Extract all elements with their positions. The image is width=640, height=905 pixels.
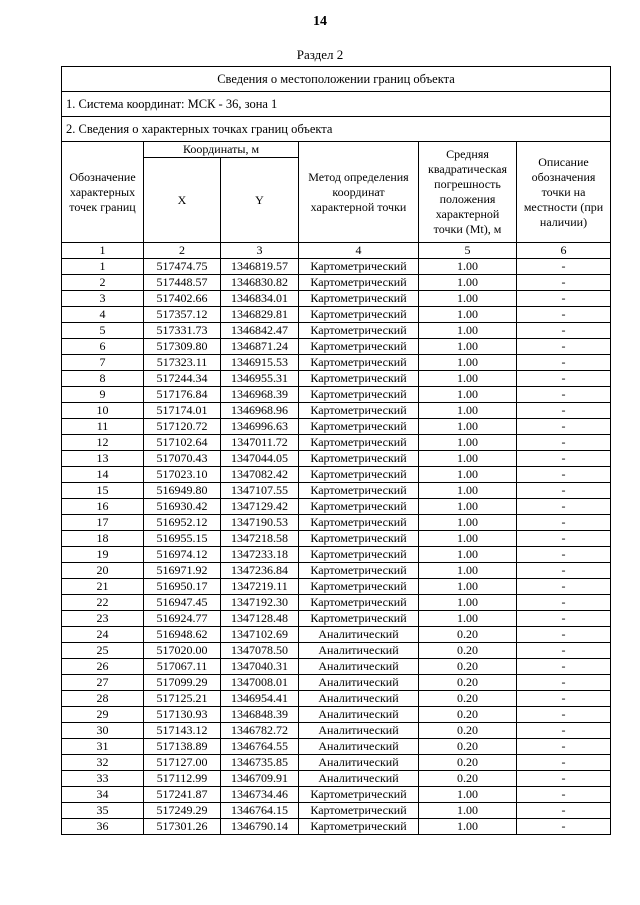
- table-row: [62, 563, 611, 579]
- error-cell: 1.00: [419, 451, 517, 467]
- method-cell: Аналитический: [299, 707, 419, 723]
- method-cell: Картометрический: [299, 467, 419, 483]
- error-cell: 1.00: [419, 819, 517, 835]
- method-cell: Картометрический: [299, 403, 419, 419]
- table-row: [62, 643, 611, 659]
- method-cell: Картометрический: [299, 435, 419, 451]
- table-row: [62, 515, 611, 531]
- description-cell: -: [517, 723, 611, 739]
- table-row: [62, 323, 611, 339]
- x-coordinate-cell: 517070.43: [144, 451, 221, 467]
- error-cell: 1.00: [419, 307, 517, 323]
- description-cell: -: [517, 323, 611, 339]
- header-error: Средняя квадратическая погрешность положения характерной точки (Mt), м: [419, 142, 517, 243]
- point-number-cell: 13: [62, 451, 144, 467]
- error-cell: 0.20: [419, 771, 517, 787]
- description-cell: -: [517, 675, 611, 691]
- page-number: 14: [313, 14, 327, 29]
- table-row: [62, 627, 611, 643]
- description-cell: -: [517, 467, 611, 483]
- x-coordinate-cell: 517120.72: [144, 419, 221, 435]
- header-method: Метод определения координат характерной точки: [299, 142, 419, 243]
- column-number: 3: [221, 243, 299, 259]
- description-cell: -: [517, 419, 611, 435]
- points-title-row: 2. Сведения о характерных точках границ объекта: [62, 117, 611, 142]
- x-coordinate-cell: 517020.00: [144, 643, 221, 659]
- point-number-cell: 27: [62, 675, 144, 691]
- x-coordinate-cell: 517331.73: [144, 323, 221, 339]
- error-cell: 1.00: [419, 371, 517, 387]
- table-row: [62, 275, 611, 291]
- method-cell: Аналитический: [299, 723, 419, 739]
- x-coordinate-cell: 517023.10: [144, 467, 221, 483]
- header-description: Описание обозначения точки на местности (при наличии): [517, 142, 611, 243]
- error-cell: 1.00: [419, 547, 517, 563]
- table-row: [62, 291, 611, 307]
- x-coordinate-cell: 517402.66: [144, 291, 221, 307]
- description-cell: -: [517, 435, 611, 451]
- method-cell: Картометрический: [299, 595, 419, 611]
- description-cell: -: [517, 355, 611, 371]
- y-coordinate-cell: 1346829.81: [221, 307, 299, 323]
- table-row: [62, 355, 611, 371]
- error-cell: 1.00: [419, 387, 517, 403]
- y-coordinate-cell: 1346735.85: [221, 755, 299, 771]
- error-cell: 1.00: [419, 275, 517, 291]
- point-number-cell: 26: [62, 659, 144, 675]
- x-coordinate-cell: 517130.93: [144, 707, 221, 723]
- x-coordinate-cell: 516948.62: [144, 627, 221, 643]
- description-cell: -: [517, 563, 611, 579]
- x-coordinate-cell: 516974.12: [144, 547, 221, 563]
- x-coordinate-cell: 517357.12: [144, 307, 221, 323]
- point-number-cell: 8: [62, 371, 144, 387]
- x-coordinate-cell: 517143.12: [144, 723, 221, 739]
- table-row: [62, 435, 611, 451]
- error-cell: 0.20: [419, 643, 517, 659]
- y-coordinate-cell: 1347219.11: [221, 579, 299, 595]
- description-cell: -: [517, 627, 611, 643]
- x-coordinate-cell: 517244.34: [144, 371, 221, 387]
- table-row: [62, 691, 611, 707]
- description-cell: -: [517, 691, 611, 707]
- section-label: Раздел 2: [296, 47, 344, 62]
- point-number-cell: 29: [62, 707, 144, 723]
- point-number-cell: 19: [62, 547, 144, 563]
- description-cell: -: [517, 291, 611, 307]
- point-number-cell: 9: [62, 387, 144, 403]
- point-number-cell: 3: [62, 291, 144, 307]
- error-cell: 0.20: [419, 739, 517, 755]
- y-coordinate-cell: 1346830.82: [221, 275, 299, 291]
- table-row: [62, 259, 611, 275]
- description-cell: -: [517, 643, 611, 659]
- error-cell: 1.00: [419, 499, 517, 515]
- x-coordinate-cell: 517138.89: [144, 739, 221, 755]
- header-x: X: [144, 158, 221, 243]
- description-cell: -: [517, 307, 611, 323]
- method-cell: Аналитический: [299, 627, 419, 643]
- header-y: Y: [221, 158, 299, 243]
- x-coordinate-cell: 517125.21: [144, 691, 221, 707]
- table-row: [62, 547, 611, 563]
- method-cell: Картометрический: [299, 275, 419, 291]
- method-cell: Аналитический: [299, 675, 419, 691]
- x-coordinate-cell: 517474.75: [144, 259, 221, 275]
- y-coordinate-cell: 1346915.53: [221, 355, 299, 371]
- header-point: Обозначение характерных точек границ: [62, 142, 144, 243]
- y-coordinate-cell: 1346996.63: [221, 419, 299, 435]
- method-cell: Картометрический: [299, 307, 419, 323]
- method-cell: Картометрический: [299, 387, 419, 403]
- method-cell: Картометрический: [299, 339, 419, 355]
- table-row: [62, 403, 611, 419]
- y-coordinate-cell: 1346834.01: [221, 291, 299, 307]
- description-cell: -: [517, 707, 611, 723]
- y-coordinate-cell: 1347107.55: [221, 483, 299, 499]
- y-coordinate-cell: 1346764.15: [221, 803, 299, 819]
- error-cell: 1.00: [419, 355, 517, 371]
- point-number-cell: 31: [62, 739, 144, 755]
- y-coordinate-cell: 1347236.84: [221, 563, 299, 579]
- table-row: [62, 595, 611, 611]
- table-row: [62, 339, 611, 355]
- point-number-cell: 10: [62, 403, 144, 419]
- x-coordinate-cell: 516924.77: [144, 611, 221, 627]
- y-coordinate-cell: 1347128.48: [221, 611, 299, 627]
- error-cell: 1.00: [419, 531, 517, 547]
- description-cell: -: [517, 819, 611, 835]
- description-cell: -: [517, 755, 611, 771]
- point-number-cell: 18: [62, 531, 144, 547]
- description-cell: -: [517, 259, 611, 275]
- error-cell: 1.00: [419, 595, 517, 611]
- column-number: 6: [517, 243, 611, 259]
- x-coordinate-cell: 517249.29: [144, 803, 221, 819]
- table-row: [62, 371, 611, 387]
- y-coordinate-cell: 1347078.50: [221, 643, 299, 659]
- table-row: [62, 419, 611, 435]
- method-cell: Картометрический: [299, 547, 419, 563]
- point-number-cell: 35: [62, 803, 144, 819]
- x-coordinate-cell: 516952.12: [144, 515, 221, 531]
- y-coordinate-cell: 1346734.46: [221, 787, 299, 803]
- point-number-cell: 36: [62, 819, 144, 835]
- method-cell: Картометрический: [299, 451, 419, 467]
- description-cell: -: [517, 275, 611, 291]
- point-number-cell: 11: [62, 419, 144, 435]
- point-number-cell: 15: [62, 483, 144, 499]
- y-coordinate-cell: 1346709.91: [221, 771, 299, 787]
- method-cell: Картометрический: [299, 291, 419, 307]
- boundary-points-table: [61, 66, 611, 835]
- x-coordinate-cell: 517301.26: [144, 819, 221, 835]
- method-cell: Картометрический: [299, 803, 419, 819]
- point-number-cell: 5: [62, 323, 144, 339]
- x-coordinate-cell: 516955.15: [144, 531, 221, 547]
- error-cell: 1.00: [419, 483, 517, 499]
- x-coordinate-cell: 516971.92: [144, 563, 221, 579]
- description-cell: -: [517, 787, 611, 803]
- description-cell: -: [517, 547, 611, 563]
- description-cell: -: [517, 739, 611, 755]
- description-cell: -: [517, 579, 611, 595]
- y-coordinate-cell: 1346968.39: [221, 387, 299, 403]
- table-row: [62, 611, 611, 627]
- x-coordinate-cell: 517112.99: [144, 771, 221, 787]
- method-cell: Картометрический: [299, 355, 419, 371]
- x-coordinate-cell: 517323.11: [144, 355, 221, 371]
- x-coordinate-cell: 517099.29: [144, 675, 221, 691]
- table-row: [62, 739, 611, 755]
- column-number: 5: [419, 243, 517, 259]
- method-cell: Аналитический: [299, 691, 419, 707]
- error-cell: 1.00: [419, 419, 517, 435]
- column-number: 1: [62, 243, 144, 259]
- y-coordinate-cell: 1347190.53: [221, 515, 299, 531]
- column-number: 4: [299, 243, 419, 259]
- table-row: [62, 659, 611, 675]
- error-cell: 1.00: [419, 787, 517, 803]
- y-coordinate-cell: 1346842.47: [221, 323, 299, 339]
- description-cell: -: [517, 339, 611, 355]
- point-number-cell: 1: [62, 259, 144, 275]
- error-cell: 1.00: [419, 803, 517, 819]
- x-coordinate-cell: 517102.64: [144, 435, 221, 451]
- y-coordinate-cell: 1346968.96: [221, 403, 299, 419]
- point-number-cell: 30: [62, 723, 144, 739]
- y-coordinate-cell: 1347044.05: [221, 451, 299, 467]
- table-row: [62, 307, 611, 323]
- y-coordinate-cell: 1347102.69: [221, 627, 299, 643]
- method-cell: Картометрический: [299, 323, 419, 339]
- point-number-cell: 24: [62, 627, 144, 643]
- error-cell: 1.00: [419, 579, 517, 595]
- table-row: [62, 579, 611, 595]
- method-cell: Картометрический: [299, 259, 419, 275]
- y-coordinate-cell: 1346954.41: [221, 691, 299, 707]
- point-number-cell: 4: [62, 307, 144, 323]
- table-row: [62, 723, 611, 739]
- point-number-cell: 28: [62, 691, 144, 707]
- y-coordinate-cell: 1346848.39: [221, 707, 299, 723]
- coord-system-row: 1. Система координат: МСК - 36, зона 1: [62, 92, 611, 117]
- error-cell: 0.20: [419, 627, 517, 643]
- error-cell: 0.20: [419, 659, 517, 675]
- x-coordinate-cell: 517448.57: [144, 275, 221, 291]
- method-cell: Картометрический: [299, 819, 419, 835]
- table-row: [62, 387, 611, 403]
- description-cell: -: [517, 771, 611, 787]
- point-number-cell: 20: [62, 563, 144, 579]
- error-cell: 1.00: [419, 611, 517, 627]
- method-cell: Картометрический: [299, 563, 419, 579]
- column-number: 2: [144, 243, 221, 259]
- header-coords: Координаты, м: [144, 142, 299, 158]
- x-coordinate-cell: 517067.11: [144, 659, 221, 675]
- error-cell: 0.20: [419, 723, 517, 739]
- point-number-cell: 16: [62, 499, 144, 515]
- x-coordinate-cell: 517176.84: [144, 387, 221, 403]
- error-cell: 1.00: [419, 259, 517, 275]
- x-coordinate-cell: 517241.87: [144, 787, 221, 803]
- method-cell: Картометрический: [299, 787, 419, 803]
- description-cell: -: [517, 803, 611, 819]
- description-cell: -: [517, 387, 611, 403]
- point-number-cell: 12: [62, 435, 144, 451]
- point-number-cell: 7: [62, 355, 144, 371]
- table-title: Сведения о местоположении границ объекта: [62, 67, 611, 92]
- point-number-cell: 21: [62, 579, 144, 595]
- x-coordinate-cell: 516947.45: [144, 595, 221, 611]
- point-number-cell: 17: [62, 515, 144, 531]
- y-coordinate-cell: 1347129.42: [221, 499, 299, 515]
- table-row: [62, 803, 611, 819]
- y-coordinate-cell: 1347082.42: [221, 467, 299, 483]
- y-coordinate-cell: 1347218.58: [221, 531, 299, 547]
- description-cell: -: [517, 499, 611, 515]
- method-cell: Картометрический: [299, 483, 419, 499]
- method-cell: Аналитический: [299, 739, 419, 755]
- point-number-cell: 33: [62, 771, 144, 787]
- method-cell: Картометрический: [299, 515, 419, 531]
- error-cell: 1.00: [419, 515, 517, 531]
- y-coordinate-cell: 1346790.14: [221, 819, 299, 835]
- error-cell: 1.00: [419, 291, 517, 307]
- x-coordinate-cell: 516949.80: [144, 483, 221, 499]
- table-row: [62, 483, 611, 499]
- description-cell: -: [517, 371, 611, 387]
- y-coordinate-cell: 1346782.72: [221, 723, 299, 739]
- method-cell: Картометрический: [299, 531, 419, 547]
- table-row: [62, 467, 611, 483]
- point-number-cell: 2: [62, 275, 144, 291]
- table-row: [62, 707, 611, 723]
- error-cell: 0.20: [419, 755, 517, 771]
- description-cell: -: [517, 483, 611, 499]
- y-coordinate-cell: 1347011.72: [221, 435, 299, 451]
- description-cell: -: [517, 515, 611, 531]
- method-cell: Аналитический: [299, 659, 419, 675]
- description-cell: -: [517, 611, 611, 627]
- point-number-cell: 22: [62, 595, 144, 611]
- method-cell: Картометрический: [299, 579, 419, 595]
- y-coordinate-cell: 1347008.01: [221, 675, 299, 691]
- column-numbers-row: [62, 243, 611, 259]
- y-coordinate-cell: 1347233.18: [221, 547, 299, 563]
- error-cell: 0.20: [419, 707, 517, 723]
- error-cell: 1.00: [419, 339, 517, 355]
- description-cell: -: [517, 403, 611, 419]
- x-coordinate-cell: 517174.01: [144, 403, 221, 419]
- table-row: [62, 771, 611, 787]
- y-coordinate-cell: 1347192.30: [221, 595, 299, 611]
- y-coordinate-cell: 1346871.24: [221, 339, 299, 355]
- y-coordinate-cell: 1347040.31: [221, 659, 299, 675]
- point-number-cell: 25: [62, 643, 144, 659]
- point-number-cell: 32: [62, 755, 144, 771]
- table-row: [62, 819, 611, 835]
- x-coordinate-cell: 516950.17: [144, 579, 221, 595]
- y-coordinate-cell: 1346764.55: [221, 739, 299, 755]
- method-cell: Картометрический: [299, 371, 419, 387]
- x-coordinate-cell: 516930.42: [144, 499, 221, 515]
- table-row: [62, 755, 611, 771]
- method-cell: Картометрический: [299, 419, 419, 435]
- table-row: [62, 787, 611, 803]
- table-row: [62, 531, 611, 547]
- point-number-cell: 6: [62, 339, 144, 355]
- y-coordinate-cell: 1346819.57: [221, 259, 299, 275]
- description-cell: -: [517, 531, 611, 547]
- method-cell: Картометрический: [299, 499, 419, 515]
- error-cell: 1.00: [419, 435, 517, 451]
- table-row: [62, 451, 611, 467]
- error-cell: 1.00: [419, 403, 517, 419]
- point-number-cell: 23: [62, 611, 144, 627]
- x-coordinate-cell: 517309.80: [144, 339, 221, 355]
- description-cell: -: [517, 451, 611, 467]
- y-coordinate-cell: 1346955.31: [221, 371, 299, 387]
- error-cell: 0.20: [419, 691, 517, 707]
- error-cell: 1.00: [419, 323, 517, 339]
- method-cell: Аналитический: [299, 643, 419, 659]
- method-cell: Аналитический: [299, 771, 419, 787]
- table-row: [62, 499, 611, 515]
- point-number-cell: 34: [62, 787, 144, 803]
- description-cell: -: [517, 659, 611, 675]
- error-cell: 1.00: [419, 563, 517, 579]
- method-cell: Аналитический: [299, 755, 419, 771]
- point-number-cell: 14: [62, 467, 144, 483]
- method-cell: Картометрический: [299, 611, 419, 627]
- table-row: [62, 675, 611, 691]
- error-cell: 0.20: [419, 675, 517, 691]
- error-cell: 1.00: [419, 467, 517, 483]
- description-cell: -: [517, 595, 611, 611]
- x-coordinate-cell: 517127.00: [144, 755, 221, 771]
